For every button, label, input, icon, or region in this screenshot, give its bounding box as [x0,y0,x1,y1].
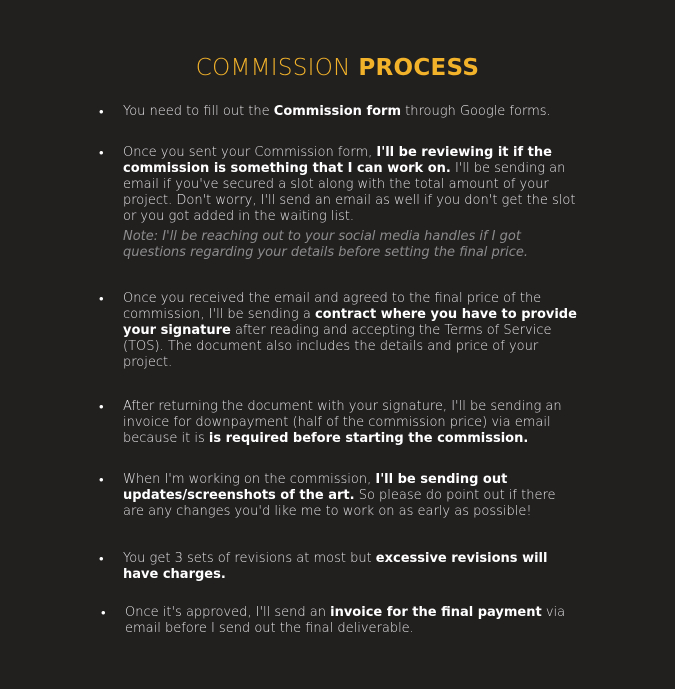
bullet-icon: • [99,473,104,488]
bullet-icon: • [99,105,104,120]
step-text: Once you received the email and agreed to the final price of the commission, I'll be sending a [123,291,542,322]
step-note: Note: I'll be reaching out to your social media handles if I got questions regarding your details before setting the final price. [123,229,529,260]
step-emphasis: I'll be sending out updates/screenshots of the art. [123,472,508,503]
step-emphasis: I'll be reviewing it if the commission is something that I can work on. [123,145,552,176]
step-7 [101,605,580,637]
step-text: I'll be sending an email if you've secured a slot along with the total amount of your project. Don't worry, I'll send an email as well if you don't get the slot or you got added in the waiting list. [123,161,576,224]
step-text: You need to fill out the [123,104,274,119]
title-light: COMMISSION [195,55,351,81]
step-text: after reading and accepting the Terms of Service (TOS). The document also includes the details and price of your project. [123,323,552,370]
bullet-icon: • [99,292,104,307]
step-text: When I'm working on the commission, [123,472,376,487]
step-1 [99,104,578,120]
step-emphasis: contract where you have to provide your signature [123,307,577,338]
page-title [0,55,675,81]
step-3 [99,291,578,371]
bullet-icon: • [99,146,104,161]
step-5 [99,472,578,520]
step-text: via email before I send out the final deliverable. [125,605,566,636]
step-4 [99,399,578,447]
bullet-icon: • [101,606,106,621]
step-text: You get 3 sets of revisions at most but [123,551,376,566]
step-text: After returning the document with your signature, I'll be sending an invoice for downpayment (half of the commission price) via email because it is [123,399,562,446]
step-text: Once it's approved, I'll send an [125,605,331,620]
step-emphasis: invoice for the final payment [330,605,542,620]
bullet-icon: • [99,400,104,415]
step-emphasis: excessive revisions will have charges. [123,551,548,582]
step-2 [99,145,578,261]
step-text: So please do point out if there are any changes you'd like me to work on as early as possible! [123,488,556,519]
step-6 [99,551,578,583]
step-text: through Google forms. [401,104,551,119]
step-text: Once you sent your Commission form, [123,145,377,160]
bullet-icon: • [99,552,104,567]
step-emphasis: is required before starting the commission. [208,431,529,446]
title-bold: PROCESS [358,55,480,81]
step-emphasis: Commission form [273,104,401,119]
